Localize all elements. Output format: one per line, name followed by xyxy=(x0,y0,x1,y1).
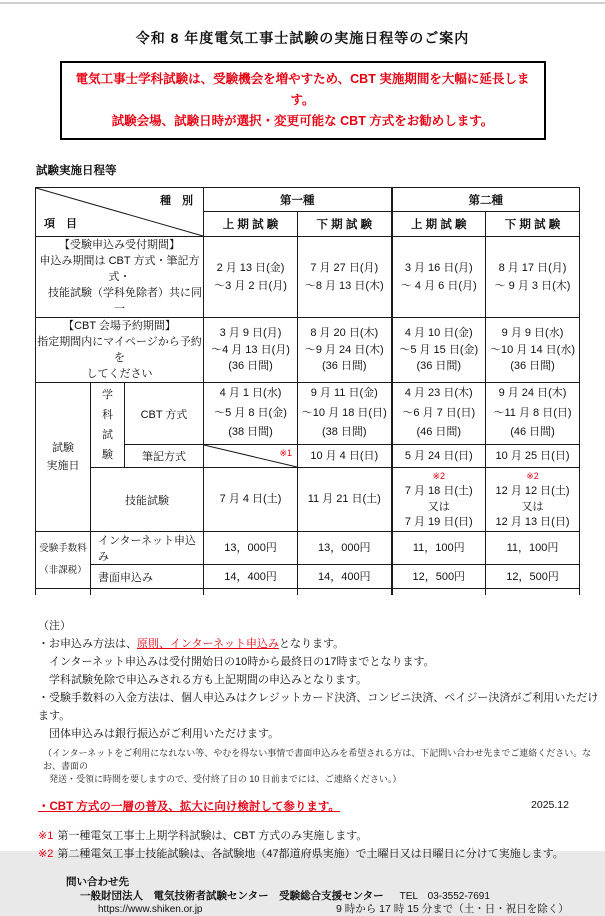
reservation-cell-3: 4 月 10 日(金) ～5 月 15 日(金) (36 日間) xyxy=(392,318,486,383)
application-label: 【受験申込み受付期間】 申込み期間は CBT 方式・筆記方式・ 技能試験（学科免除者）共に同一 xyxy=(36,237,204,318)
note-group-payment: 団体申込みは銀行振込がご利用いただけます。 xyxy=(49,728,280,740)
fee-internet-3: 11，100円 xyxy=(392,532,486,565)
contact-organization-row xyxy=(38,890,605,903)
fee-internet-2: 13，000円 xyxy=(298,532,392,565)
notice-box xyxy=(60,61,546,140)
note-paper-application-2: 発送・受領に時間を要しますので、受付終了日の 10 日前までには、ご連絡ください。） xyxy=(49,774,402,784)
row-practical-exam xyxy=(36,468,580,532)
practical-cell-4: ※2 12 月 12 日(土) 又は 12 月 13 日(日) xyxy=(486,468,580,532)
note-payment-methods: ・受験手数料の入金方法は、個人申込みはクレジットカード決済、コンビニ決済、ペイジー決済がご利用いただけます。 xyxy=(38,692,599,722)
written-cell-4: 10 月 25 日(日) xyxy=(486,445,580,468)
practical-exam-label: 技能試験 xyxy=(91,468,204,532)
col-header-1: 上 期 試 験 xyxy=(204,212,298,237)
notes-section xyxy=(38,617,605,863)
reservation-cell-2: 8 月 20 日(木) ～9 月 24 日(木) (36 日間) xyxy=(298,318,392,383)
notes-header: （注） xyxy=(38,620,71,632)
reservation-cell-4: 9 月 9 日(水) ～10 月 14 日(水) (36 日間) xyxy=(486,318,580,383)
cbt-cell-2: 9 月 11 日(金) ～10 月 18 日(日) (38 日間) xyxy=(298,383,392,445)
gakka-exam-label: 学 科 試 験 xyxy=(91,383,125,468)
application-cell-2: 7 月 27 日(月) ～8 月 13 日(木) xyxy=(298,237,392,318)
fee-paper-1: 14，400円 xyxy=(204,565,298,589)
note-exemption: 学科試験免除で申込みされる方も上記期間の申込みとなります。 xyxy=(49,674,368,686)
fee-internet-1: 13，000円 xyxy=(204,532,298,565)
written-not-applicable-cell xyxy=(204,445,298,468)
practical-cell-3: ※2 7 月 18 日(土) 又は 7 月 19 日(日) xyxy=(392,468,486,532)
col-header-2: 下 期 試 験 xyxy=(298,212,392,237)
contact-telephone: TEL 03-3552-7691 xyxy=(399,891,490,902)
reservation-cell-1: 3 月 9 日(月) ～4 月 13 日(月) (36 日間) xyxy=(204,318,298,383)
corner-label-item: 項 目 xyxy=(44,218,77,230)
fee-paper-label: 書面申込み xyxy=(91,565,204,589)
cbt-cell-1: 4 月 1 日(水) ～5 月 8 日(金) (38 日間) xyxy=(204,383,298,445)
fee-paper-3: 12，500円 xyxy=(392,565,486,589)
section-title: 試験実施日程等 xyxy=(36,165,117,177)
footnote2-mark: ※2 xyxy=(38,847,54,860)
row-fee-internet xyxy=(36,532,580,565)
note2-mark: ※2 xyxy=(432,470,446,481)
fee-internet-label: インターネット申込み xyxy=(91,532,204,565)
contact-hours: 9 時から 17 時 15 分まで（土・日・祝日を除く） xyxy=(336,903,569,915)
fee-paper-2: 14，400円 xyxy=(298,565,392,589)
page-title: 令和 8 年度電気工事士試験の実施日程等のご案内 xyxy=(135,30,470,46)
contact-header: 問い合わせ先 xyxy=(66,876,129,888)
written-cell-3: 5 月 24 日(日) xyxy=(392,445,486,468)
contact-url-row xyxy=(38,903,605,916)
scan-artifact-line xyxy=(0,2,605,4)
row-fee-paper xyxy=(36,565,580,589)
table-border-stub-row xyxy=(36,589,580,596)
fee-paper-4: 12，500円 xyxy=(486,565,580,589)
written-cell-2: 10 月 4 日(日) xyxy=(298,445,392,468)
cbt-promotion-note: ・CBT 方式の一層の普及、拡大に向け検討して参ります。 xyxy=(38,801,340,813)
table-corner-cell xyxy=(36,188,204,237)
notice-line-2: 試験会場、試験日時が選択・変更可能な CBT 方式をお勧めします。 xyxy=(111,114,494,128)
footnote-1: ※1 第一種電気工事士上期学科試験は、CBT 方式のみ実施します。 xyxy=(38,830,368,842)
col-header-4: 下 期 試 験 xyxy=(486,212,580,237)
note-internet-hours: インターネット申込みは受付開始日の10時から最終日の17時までとなります。 xyxy=(49,656,435,668)
cbt-method-label: CBT 方式 xyxy=(125,383,204,445)
contact-section xyxy=(38,876,605,916)
practical-cell-1: 7 月 4 日(土) xyxy=(204,468,298,532)
row-cbt-reservation xyxy=(36,318,580,383)
notice-line-1: 電気工事士学科試験は、受験機会を増やすため、CBT 実施期間を大幅に延長します。 xyxy=(75,72,530,107)
row-cbt-method xyxy=(36,383,580,445)
corner-label-type: 種 別 xyxy=(160,195,194,207)
footnote-2: ※2 第二種電気工事士技能試験は、各試験地（47都道府県実施）で土曜日又は日曜日に分けて実施します。 xyxy=(38,847,564,860)
col-header-3: 上 期 試 験 xyxy=(392,212,486,237)
row-application-period xyxy=(36,237,580,318)
written-method-label: 筆記方式 xyxy=(125,445,204,468)
exam-day-label: 試験 実施日 xyxy=(36,383,91,532)
document-date: 2025.12 xyxy=(531,799,569,811)
fee-internet-4: 11，100円 xyxy=(486,532,580,565)
exam-schedule-table xyxy=(35,187,580,595)
footnote1-mark: ※1 xyxy=(38,830,54,842)
fee-label: 受験手数料 （非課税） xyxy=(36,532,91,589)
note-paper-application-1: （インターネットをご利用になれない等、やむを得ない事情で書面申込みを希望される方は、下記問い合わせ先までご連絡ください。なお、書面の xyxy=(43,748,592,771)
group-header-class1: 第一種 xyxy=(204,188,392,212)
cbt-cell-3: 4 月 23 日(木) ～6 月 7 日(日) (46 日間) xyxy=(392,383,486,445)
practical-cell-2: 11 月 21 日(土) xyxy=(298,468,392,532)
note2-mark: ※2 xyxy=(526,470,539,481)
application-cell-3: 3 月 16 日(月) ～ 4 月 6 日(月) xyxy=(392,237,486,318)
contact-url-link[interactable]: https://www.shiken.or.jp xyxy=(98,904,203,915)
note-application-method: ・お申込み方法は、原則、インターネット申込みとなります。 xyxy=(38,638,345,650)
note1-mark: ※1 xyxy=(279,448,293,458)
contact-organization: 一般財団法人 電気技術者試験センター 受験総合支援センター xyxy=(80,890,384,902)
cbt-cell-4: 9 月 24 日(木) ～11 月 8 日(日) (46 日間) xyxy=(486,383,580,445)
group-header-class2: 第二種 xyxy=(392,188,580,212)
application-cell-1: 2 月 13 日(金) ～3 月 2 日(月) xyxy=(204,237,298,318)
header-row-groups xyxy=(36,188,580,212)
red-underlined-text: 原則、インターネット申込み xyxy=(137,638,280,650)
footnotes xyxy=(38,828,605,863)
reservation-label: 【CBT 会場予約期間】 指定期間内にマイページから予約を してください xyxy=(36,318,204,383)
application-cell-4: 8 月 17 日(月) ～ 9 月 3 日(木) xyxy=(486,237,580,318)
